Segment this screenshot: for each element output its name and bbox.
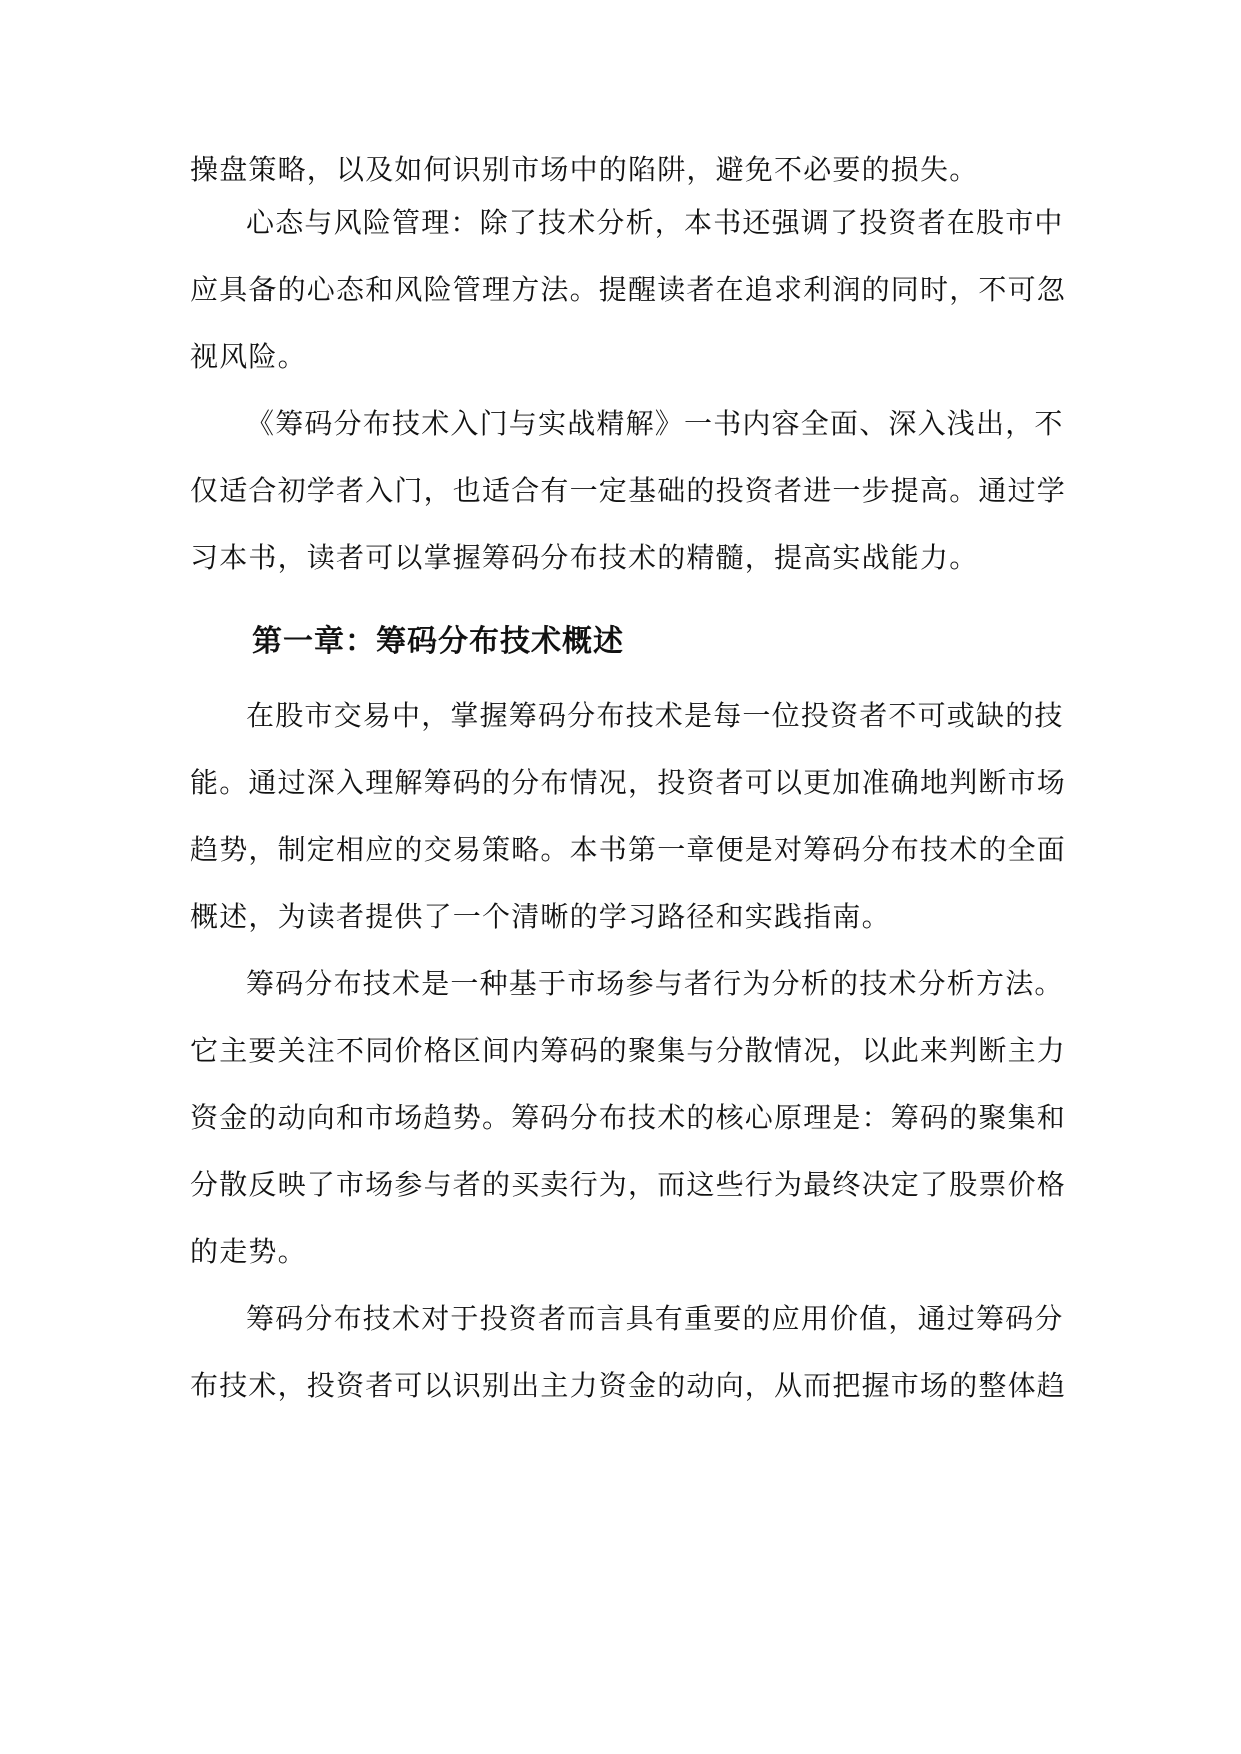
paragraph-line: 的走势。 <box>190 1235 307 1268</box>
paragraph-line: 概述，为读者提供了一个清晰的学习路径和实践指南。 <box>190 900 891 933</box>
paragraph-line: 仅适合初学者入门，也适合有一定基础的投资者进一步提高。通过学 <box>190 474 1067 507</box>
paragraph-line: 在股市交易中，掌握筹码分布技术是每一位投资者不可或缺的技 <box>246 699 1064 732</box>
paragraph-line: 分散反映了市场参与者的买卖行为，而这些行为最终决定了股票价格 <box>190 1168 1067 1201</box>
chapter-heading: 第一章：筹码分布技术概述 <box>252 624 624 659</box>
paragraph-line: 筹码分布技术对于投资者而言具有重要的应用价值，通过筹码分 <box>246 1302 1064 1335</box>
paragraph-line: 布技术，投资者可以识别出主力资金的动向，从而把握市场的整体趋 <box>190 1369 1067 1402</box>
paragraph-line: 心态与风险管理：除了技术分析，本书还强调了投资者在股市中 <box>246 206 1064 239</box>
paragraph-line: 《筹码分布技术入门与实战精解》一书内容全面、深入浅出，不 <box>246 407 1064 440</box>
paragraph-line: 趋势，制定相应的交易策略。本书第一章便是对筹码分布技术的全面 <box>190 833 1067 866</box>
paragraph-line: 筹码分布技术是一种基于市场参与者行为分析的技术分析方法。 <box>246 967 1064 1000</box>
paragraph-line: 它主要关注不同价格区间内筹码的聚集与分散情况，以此来判断主力 <box>190 1034 1067 1067</box>
paragraph-line: 习本书，读者可以掌握筹码分布技术的精髓，提高实战能力。 <box>190 541 979 574</box>
paragraph-line: 资金的动向和市场趋势。筹码分布技术的核心原理是：筹码的聚集和 <box>190 1101 1067 1134</box>
paragraph-line: 视风险。 <box>190 340 307 373</box>
paragraph-line: 能。通过深入理解筹码的分布情况，投资者可以更加准确地判断市场 <box>190 766 1067 799</box>
paragraph-line: 应具备的心态和风险管理方法。提醒读者在追求利润的同时，不可忽 <box>190 273 1067 306</box>
paragraph-line: 操盘策略，以及如何识别市场中的陷阱，避免不必要的损失。 <box>190 153 979 186</box>
